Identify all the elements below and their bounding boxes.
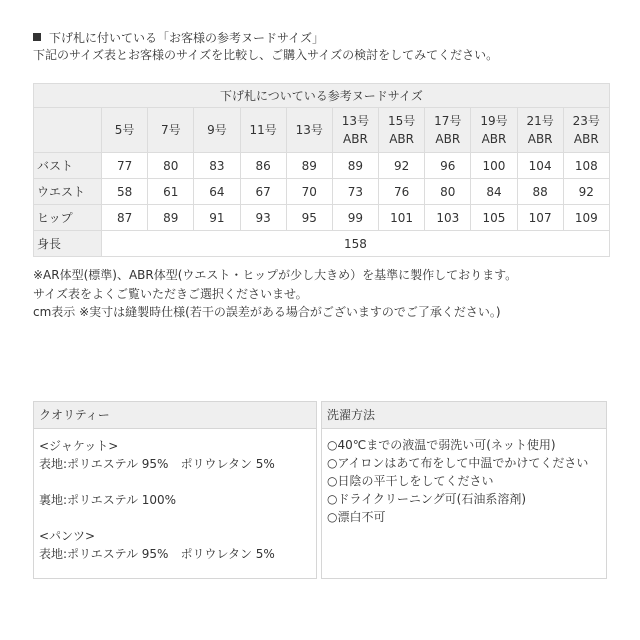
washing-title: 洗濯方法 [322,402,606,429]
size-cell: 109 [563,205,609,231]
size-table-header-row [34,108,610,153]
size-cell: 100 [471,153,517,179]
header-title: 下げ札に付いている「お客様の参考ヌードサイズ」 [49,31,325,45]
size-cell: 92 [379,153,425,179]
size-cell: 84 [471,179,517,205]
size-column-header: 11号 [240,108,286,153]
size-column-header: 13号 ABR [332,108,378,153]
size-cell: 89 [148,205,194,231]
size-cell: 89 [286,153,332,179]
height-value: 158 [102,231,610,257]
size-column-header: 23号 ABR [563,108,609,153]
note-line: cm表示 ※実寸は縫製時仕様(若干の誤差がある場合がございますのでご了承ください。) [33,305,501,319]
washing-item: ○アイロンはあて布をして中温でかけてください [327,456,589,470]
jacket-heading: <ジャケット> [39,439,119,453]
size-cell: 61 [148,179,194,205]
square-bullet-icon [33,33,41,41]
size-cell: 105 [471,205,517,231]
size-row-label: ヒップ [34,205,102,231]
note-line: サイズ表をよくご覧いただきご選択くださいませ。 [33,286,308,301]
size-cell: 108 [563,153,609,179]
size-cell: 88 [517,179,563,205]
size-cell: 103 [425,205,471,231]
height-label: 身長 [34,231,102,257]
size-cell: 91 [194,205,240,231]
size-cell: 83 [194,153,240,179]
size-row [34,179,610,205]
quality-body [34,429,316,571]
size-table-caption: 下げ札についている参考ヌードサイズ [34,84,610,108]
washing-box [321,401,607,579]
size-cell: 89 [332,153,378,179]
size-row-label: ウエスト [34,179,102,205]
size-cell: 101 [379,205,425,231]
size-cell: 67 [240,179,286,205]
size-column-header: 17号 ABR [425,108,471,153]
jacket-outer: 表地:ポリエステル 95% ポリウレタン 5% [39,457,275,471]
size-row-label: バスト [34,153,102,179]
size-cell: 96 [425,153,471,179]
washing-item: ○40℃までの液温で弱洗い可(ネット使用) [327,438,556,452]
size-row [34,205,610,231]
size-row [34,153,610,179]
washing-body [322,429,606,534]
size-cell: 80 [425,179,471,205]
size-column-header: 13号 [286,108,332,153]
size-column-header: 21号 ABR [517,108,563,153]
size-cell: 87 [102,205,148,231]
header-line-1 [33,30,324,46]
pants-heading: <パンツ> [39,529,96,543]
size-column-header: 15号 ABR [379,108,425,153]
size-cell: 86 [240,153,286,179]
size-cell: 58 [102,179,148,205]
size-cell: 77 [102,153,148,179]
size-cell: 80 [148,153,194,179]
washing-item: ○漂白不可 [327,510,386,524]
pants-outer: 表地:ポリエステル 95% ポリウレタン 5% [39,547,275,561]
size-cell: 70 [286,179,332,205]
size-cell: 93 [240,205,286,231]
quality-box [33,401,317,579]
header-line-2: 下記のサイズ表とお客様のサイズを比較し、ご購入サイズの検討をしてみてください。 [33,48,499,62]
size-cell: 73 [332,179,378,205]
size-column-header: 5号 [102,108,148,153]
size-column-header: 9号 [194,108,240,153]
size-cell: 107 [517,205,563,231]
size-table-corner [34,108,102,153]
size-cell: 92 [563,179,609,205]
jacket-lining: 裏地:ポリエステル 100% [39,493,177,507]
washing-item: ○日陰の平干しをしてください [327,474,494,488]
size-cell: 95 [286,205,332,231]
quality-title: クオリティー [34,402,316,429]
size-cell: 104 [517,153,563,179]
size-column-header: 19号 ABR [471,108,517,153]
size-cell: 99 [332,205,378,231]
size-cell: 76 [379,179,425,205]
size-column-header: 7号 [148,108,194,153]
note-line: ※AR体型(標準)、ABR体型(ウエスト・ヒップが少し大きめ）を基準に製作しております。 [33,268,518,282]
size-cell: 64 [194,179,240,205]
notes [33,266,517,322]
washing-item: ○ドライクリーニング可(石油系溶剤) [327,492,526,506]
size-table [33,83,610,257]
